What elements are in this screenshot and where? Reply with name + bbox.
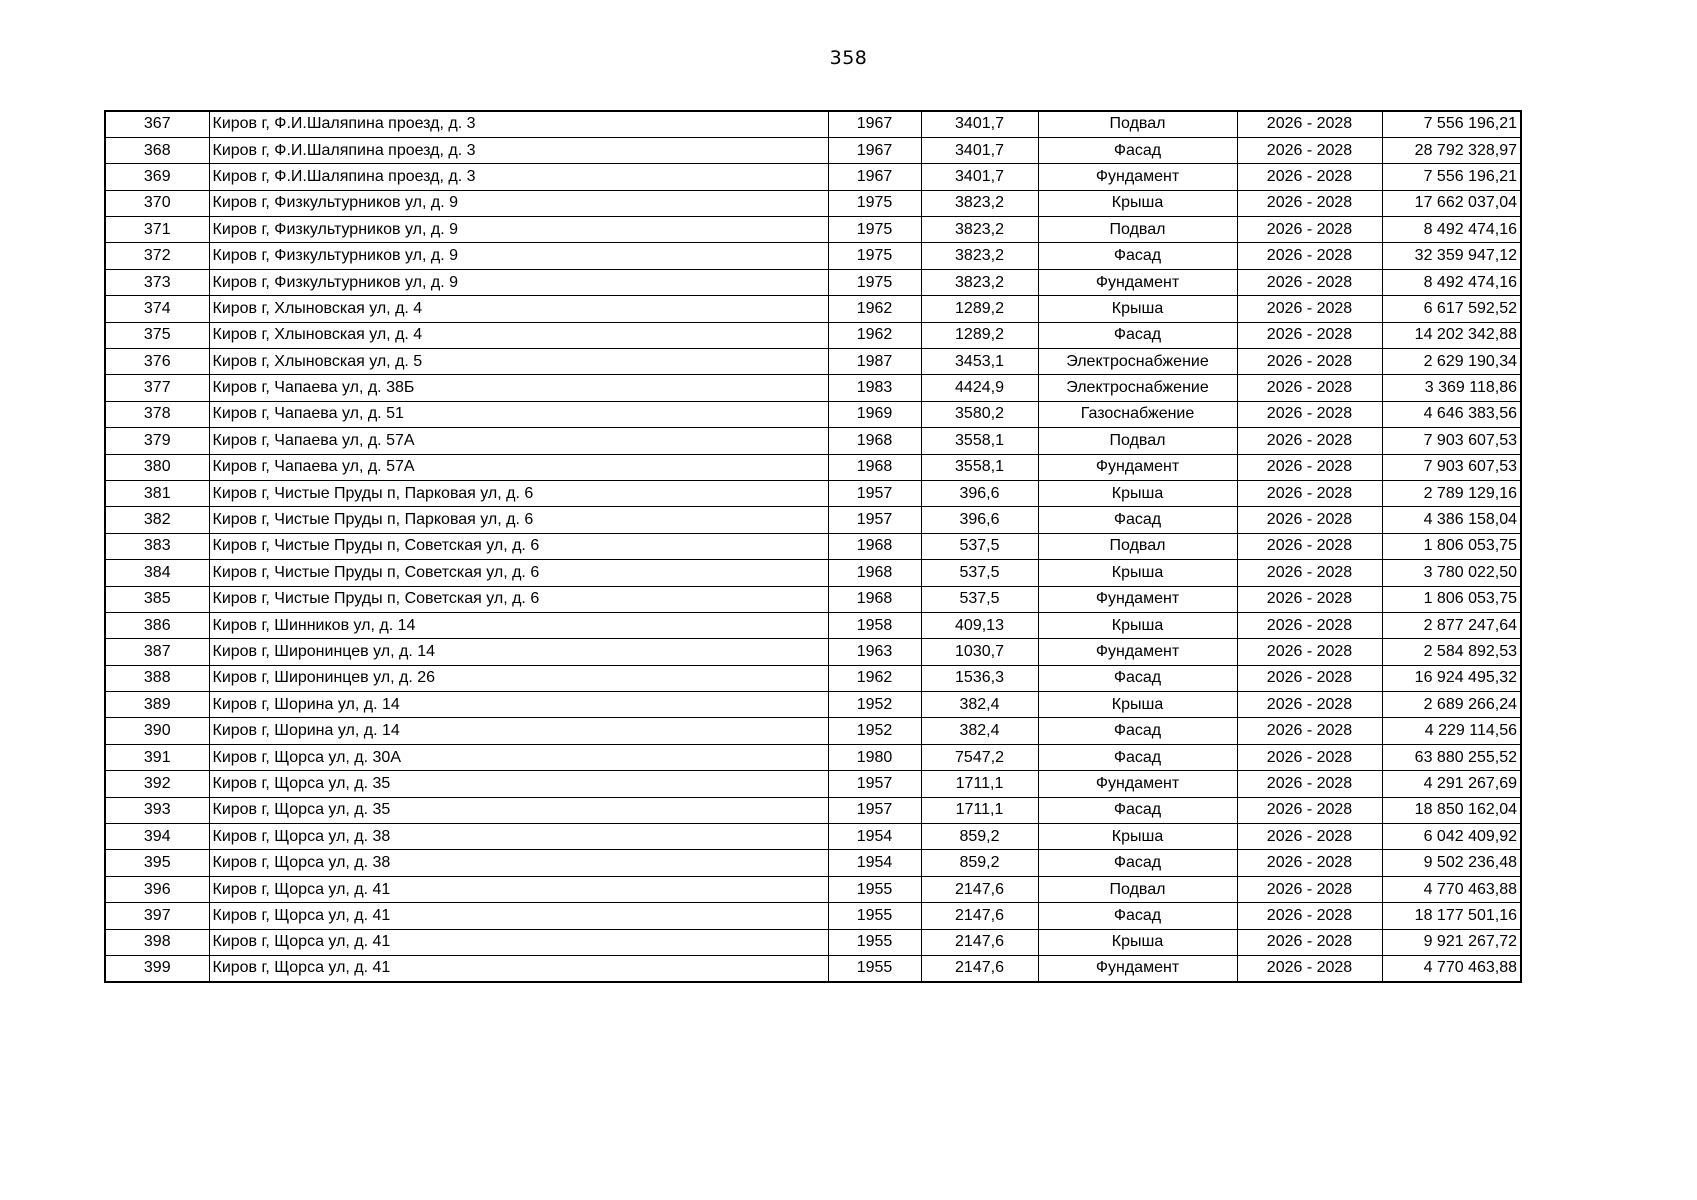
area-cell: 3558,1 — [921, 454, 1038, 480]
address-cell: Киров г, Чапаева ул, д. 38Б — [209, 375, 828, 401]
row-number-cell: 396 — [105, 876, 209, 902]
table-row — [105, 929, 1521, 955]
work-type-cell: Электроснабжение — [1038, 375, 1237, 401]
area-cell: 3823,2 — [921, 217, 1038, 243]
cost-cell: 8 492 474,16 — [1382, 269, 1521, 295]
address-cell: Киров г, Чапаева ул, д. 51 — [209, 401, 828, 427]
area-cell: 1289,2 — [921, 296, 1038, 322]
table-row — [105, 480, 1521, 506]
period-cell: 2026 - 2028 — [1237, 744, 1382, 770]
cost-cell: 3 780 022,50 — [1382, 560, 1521, 586]
work-type-cell: Крыша — [1038, 692, 1237, 718]
build-year-cell: 1975 — [828, 190, 921, 216]
row-number-cell: 394 — [105, 824, 209, 850]
address-cell: Киров г, Щорса ул, д. 41 — [209, 956, 828, 982]
period-cell: 2026 - 2028 — [1237, 190, 1382, 216]
row-number-cell: 381 — [105, 480, 209, 506]
work-type-cell: Фасад — [1038, 322, 1237, 348]
period-cell: 2026 - 2028 — [1237, 929, 1382, 955]
table-row — [105, 824, 1521, 850]
period-cell: 2026 - 2028 — [1237, 111, 1382, 137]
area-cell: 3401,7 — [921, 137, 1038, 163]
work-type-cell: Крыша — [1038, 190, 1237, 216]
cost-cell: 7 556 196,21 — [1382, 111, 1521, 137]
work-type-cell: Фундамент — [1038, 771, 1237, 797]
build-year-cell: 1962 — [828, 665, 921, 691]
row-number-cell: 379 — [105, 428, 209, 454]
row-number-cell: 375 — [105, 322, 209, 348]
work-type-cell: Фундамент — [1038, 269, 1237, 295]
address-cell: Киров г, Щорса ул, д. 38 — [209, 824, 828, 850]
row-number-cell: 376 — [105, 349, 209, 375]
cost-cell: 2 789 129,16 — [1382, 480, 1521, 506]
row-number-cell: 378 — [105, 401, 209, 427]
address-cell: Киров г, Физкультурников ул, д. 9 — [209, 217, 828, 243]
cost-cell: 6 042 409,92 — [1382, 824, 1521, 850]
row-number-cell: 371 — [105, 217, 209, 243]
build-year-cell: 1967 — [828, 164, 921, 190]
period-cell: 2026 - 2028 — [1237, 533, 1382, 559]
area-cell: 537,5 — [921, 586, 1038, 612]
area-cell: 7547,2 — [921, 744, 1038, 770]
build-year-cell: 1952 — [828, 718, 921, 744]
area-cell: 537,5 — [921, 560, 1038, 586]
area-cell: 4424,9 — [921, 375, 1038, 401]
area-cell: 1711,1 — [921, 771, 1038, 797]
address-cell: Киров г, Широнинцев ул, д. 14 — [209, 639, 828, 665]
build-year-cell: 1955 — [828, 956, 921, 982]
build-year-cell: 1962 — [828, 322, 921, 348]
address-cell: Киров г, Чистые Пруды п, Советская ул, д. 6 — [209, 560, 828, 586]
work-type-cell: Фасад — [1038, 850, 1237, 876]
address-cell: Киров г, Чистые Пруды п, Парковая ул, д. 6 — [209, 507, 828, 533]
table-row — [105, 692, 1521, 718]
build-year-cell: 1957 — [828, 771, 921, 797]
period-cell: 2026 - 2028 — [1237, 850, 1382, 876]
address-cell: Киров г, Чистые Пруды п, Парковая ул, д. 6 — [209, 480, 828, 506]
cost-cell: 2 689 266,24 — [1382, 692, 1521, 718]
table-row — [105, 797, 1521, 823]
area-cell: 3401,7 — [921, 111, 1038, 137]
page-number: 358 — [829, 47, 868, 69]
area-cell: 382,4 — [921, 692, 1038, 718]
period-cell: 2026 - 2028 — [1237, 296, 1382, 322]
period-cell: 2026 - 2028 — [1237, 428, 1382, 454]
work-type-cell: Подвал — [1038, 428, 1237, 454]
cost-cell: 4 646 383,56 — [1382, 401, 1521, 427]
period-cell: 2026 - 2028 — [1237, 586, 1382, 612]
cost-cell: 2 629 190,34 — [1382, 349, 1521, 375]
work-type-cell: Фасад — [1038, 903, 1237, 929]
address-cell: Киров г, Чапаева ул, д. 57А — [209, 428, 828, 454]
cost-cell: 32 359 947,12 — [1382, 243, 1521, 269]
address-cell: Киров г, Чистые Пруды п, Советская ул, д. 6 — [209, 533, 828, 559]
area-cell: 2147,6 — [921, 929, 1038, 955]
period-cell: 2026 - 2028 — [1237, 217, 1382, 243]
cost-cell: 1 806 053,75 — [1382, 533, 1521, 559]
build-year-cell: 1987 — [828, 349, 921, 375]
table-body — [105, 111, 1521, 982]
cost-cell: 7 903 607,53 — [1382, 428, 1521, 454]
cost-cell: 9 502 236,48 — [1382, 850, 1521, 876]
period-cell: 2026 - 2028 — [1237, 454, 1382, 480]
row-number-cell: 382 — [105, 507, 209, 533]
work-type-cell: Крыша — [1038, 296, 1237, 322]
area-cell: 537,5 — [921, 533, 1038, 559]
area-cell: 1536,3 — [921, 665, 1038, 691]
row-number-cell: 399 — [105, 956, 209, 982]
build-year-cell: 1955 — [828, 876, 921, 902]
table-row — [105, 428, 1521, 454]
build-year-cell: 1968 — [828, 533, 921, 559]
cost-cell: 14 202 342,88 — [1382, 322, 1521, 348]
build-year-cell: 1955 — [828, 929, 921, 955]
address-cell: Киров г, Шорина ул, д. 14 — [209, 692, 828, 718]
period-cell: 2026 - 2028 — [1237, 137, 1382, 163]
build-year-cell: 1952 — [828, 692, 921, 718]
table-row — [105, 296, 1521, 322]
work-type-cell: Фасад — [1038, 744, 1237, 770]
address-cell: Киров г, Чапаева ул, д. 57А — [209, 454, 828, 480]
row-number-cell: 374 — [105, 296, 209, 322]
work-type-cell: Подвал — [1038, 217, 1237, 243]
build-year-cell: 1958 — [828, 612, 921, 638]
cost-cell: 4 770 463,88 — [1382, 876, 1521, 902]
address-cell: Киров г, Шорина ул, д. 14 — [209, 718, 828, 744]
table-row — [105, 507, 1521, 533]
table-row — [105, 639, 1521, 665]
work-type-cell: Фасад — [1038, 243, 1237, 269]
area-cell: 396,6 — [921, 480, 1038, 506]
period-cell: 2026 - 2028 — [1237, 771, 1382, 797]
cost-cell: 1 806 053,75 — [1382, 586, 1521, 612]
address-cell: Киров г, Щорса ул, д. 41 — [209, 876, 828, 902]
build-year-cell: 1968 — [828, 454, 921, 480]
row-number-cell: 388 — [105, 665, 209, 691]
work-type-cell: Фундамент — [1038, 454, 1237, 480]
build-year-cell: 1975 — [828, 217, 921, 243]
area-cell: 1711,1 — [921, 797, 1038, 823]
table-row — [105, 349, 1521, 375]
table-row — [105, 956, 1521, 982]
area-cell: 1030,7 — [921, 639, 1038, 665]
build-year-cell: 1983 — [828, 375, 921, 401]
area-cell: 3580,2 — [921, 401, 1038, 427]
address-cell: Киров г, Хлыновская ул, д. 5 — [209, 349, 828, 375]
table-row — [105, 533, 1521, 559]
build-year-cell: 1954 — [828, 824, 921, 850]
address-cell: Киров г, Шинников ул, д. 14 — [209, 612, 828, 638]
work-type-cell: Фундамент — [1038, 586, 1237, 612]
address-cell: Киров г, Щорса ул, д. 38 — [209, 850, 828, 876]
row-number-cell: 397 — [105, 903, 209, 929]
work-type-cell: Крыша — [1038, 612, 1237, 638]
row-number-cell: 392 — [105, 771, 209, 797]
build-year-cell: 1968 — [828, 428, 921, 454]
table-row — [105, 454, 1521, 480]
cost-cell: 18 177 501,16 — [1382, 903, 1521, 929]
cost-cell: 18 850 162,04 — [1382, 797, 1521, 823]
build-year-cell: 1957 — [828, 507, 921, 533]
row-number-cell: 383 — [105, 533, 209, 559]
build-year-cell: 1963 — [828, 639, 921, 665]
area-cell: 3823,2 — [921, 269, 1038, 295]
table-row — [105, 586, 1521, 612]
row-number-cell: 387 — [105, 639, 209, 665]
build-year-cell: 1968 — [828, 560, 921, 586]
table-row — [105, 111, 1521, 137]
address-cell: Киров г, Физкультурников ул, д. 9 — [209, 269, 828, 295]
period-cell: 2026 - 2028 — [1237, 718, 1382, 744]
row-number-cell: 395 — [105, 850, 209, 876]
address-cell: Киров г, Физкультурников ул, д. 9 — [209, 190, 828, 216]
cost-cell: 8 492 474,16 — [1382, 217, 1521, 243]
table-row — [105, 322, 1521, 348]
table-row — [105, 560, 1521, 586]
address-cell: Киров г, Ф.И.Шаляпина проезд, д. 3 — [209, 164, 828, 190]
row-number-cell: 390 — [105, 718, 209, 744]
address-cell: Киров г, Ф.И.Шаляпина проезд, д. 3 — [209, 137, 828, 163]
row-number-cell: 393 — [105, 797, 209, 823]
build-year-cell: 1980 — [828, 744, 921, 770]
row-number-cell: 384 — [105, 560, 209, 586]
work-type-cell: Крыша — [1038, 560, 1237, 586]
build-year-cell: 1962 — [828, 296, 921, 322]
row-number-cell: 373 — [105, 269, 209, 295]
table-row — [105, 718, 1521, 744]
build-year-cell: 1967 — [828, 137, 921, 163]
build-year-cell: 1969 — [828, 401, 921, 427]
build-year-cell: 1955 — [828, 903, 921, 929]
table-row — [105, 243, 1521, 269]
work-type-cell: Фундамент — [1038, 639, 1237, 665]
area-cell: 396,6 — [921, 507, 1038, 533]
build-year-cell: 1968 — [828, 586, 921, 612]
cost-cell: 4 291 267,69 — [1382, 771, 1521, 797]
period-cell: 2026 - 2028 — [1237, 797, 1382, 823]
work-type-cell: Фасад — [1038, 718, 1237, 744]
row-number-cell: 380 — [105, 454, 209, 480]
row-number-cell: 377 — [105, 375, 209, 401]
address-cell: Киров г, Хлыновская ул, д. 4 — [209, 322, 828, 348]
table-row — [105, 217, 1521, 243]
build-year-cell: 1975 — [828, 243, 921, 269]
address-cell: Киров г, Щорса ул, д. 35 — [209, 797, 828, 823]
work-type-cell: Газоснабжение — [1038, 401, 1237, 427]
area-cell: 382,4 — [921, 718, 1038, 744]
cost-cell: 7 903 607,53 — [1382, 454, 1521, 480]
row-number-cell: 367 — [105, 111, 209, 137]
area-cell: 3558,1 — [921, 428, 1038, 454]
table-row — [105, 164, 1521, 190]
cost-cell: 9 921 267,72 — [1382, 929, 1521, 955]
period-cell: 2026 - 2028 — [1237, 560, 1382, 586]
area-cell: 3453,1 — [921, 349, 1038, 375]
period-cell: 2026 - 2028 — [1237, 269, 1382, 295]
address-cell: Киров г, Щорса ул, д. 35 — [209, 771, 828, 797]
period-cell: 2026 - 2028 — [1237, 665, 1382, 691]
period-cell: 2026 - 2028 — [1237, 639, 1382, 665]
cost-cell: 16 924 495,32 — [1382, 665, 1521, 691]
period-cell: 2026 - 2028 — [1237, 956, 1382, 982]
address-cell: Киров г, Щорса ул, д. 41 — [209, 903, 828, 929]
address-cell: Киров г, Чистые Пруды п, Советская ул, д. 6 — [209, 586, 828, 612]
cost-cell: 3 369 118,86 — [1382, 375, 1521, 401]
period-cell: 2026 - 2028 — [1237, 375, 1382, 401]
work-type-cell: Фасад — [1038, 137, 1237, 163]
period-cell: 2026 - 2028 — [1237, 903, 1382, 929]
cost-cell: 4 386 158,04 — [1382, 507, 1521, 533]
work-type-cell: Подвал — [1038, 111, 1237, 137]
cost-cell: 63 880 255,52 — [1382, 744, 1521, 770]
table-row — [105, 401, 1521, 427]
address-cell: Киров г, Широнинцев ул, д. 26 — [209, 665, 828, 691]
table-row — [105, 744, 1521, 770]
table-row — [105, 771, 1521, 797]
work-type-cell: Фундамент — [1038, 164, 1237, 190]
repair-schedule-table — [104, 110, 1522, 983]
period-cell: 2026 - 2028 — [1237, 692, 1382, 718]
period-cell: 2026 - 2028 — [1237, 243, 1382, 269]
table-row — [105, 876, 1521, 902]
row-number-cell: 385 — [105, 586, 209, 612]
cost-cell: 28 792 328,97 — [1382, 137, 1521, 163]
address-cell: Киров г, Щорса ул, д. 30А — [209, 744, 828, 770]
work-type-cell: Фасад — [1038, 665, 1237, 691]
area-cell: 2147,6 — [921, 956, 1038, 982]
area-cell: 3823,2 — [921, 243, 1038, 269]
build-year-cell: 1967 — [828, 111, 921, 137]
build-year-cell: 1957 — [828, 480, 921, 506]
period-cell: 2026 - 2028 — [1237, 824, 1382, 850]
cost-cell: 4 229 114,56 — [1382, 718, 1521, 744]
row-number-cell: 391 — [105, 744, 209, 770]
address-cell: Киров г, Ф.И.Шаляпина проезд, д. 3 — [209, 111, 828, 137]
build-year-cell: 1957 — [828, 797, 921, 823]
period-cell: 2026 - 2028 — [1237, 164, 1382, 190]
period-cell: 2026 - 2028 — [1237, 322, 1382, 348]
work-type-cell: Крыша — [1038, 480, 1237, 506]
period-cell: 2026 - 2028 — [1237, 876, 1382, 902]
area-cell: 2147,6 — [921, 903, 1038, 929]
table-row — [105, 850, 1521, 876]
table-row — [105, 665, 1521, 691]
area-cell: 2147,6 — [921, 876, 1038, 902]
area-cell: 409,13 — [921, 612, 1038, 638]
table-row — [105, 190, 1521, 216]
period-cell: 2026 - 2028 — [1237, 401, 1382, 427]
cost-cell: 2 877 247,64 — [1382, 612, 1521, 638]
table-row — [105, 612, 1521, 638]
cost-cell: 17 662 037,04 — [1382, 190, 1521, 216]
table-row — [105, 903, 1521, 929]
period-cell: 2026 - 2028 — [1237, 612, 1382, 638]
area-cell: 859,2 — [921, 824, 1038, 850]
address-cell: Киров г, Хлыновская ул, д. 4 — [209, 296, 828, 322]
area-cell: 3823,2 — [921, 190, 1038, 216]
work-type-cell: Фасад — [1038, 507, 1237, 533]
work-type-cell: Электроснабжение — [1038, 349, 1237, 375]
build-year-cell: 1975 — [828, 269, 921, 295]
row-number-cell: 368 — [105, 137, 209, 163]
row-number-cell: 386 — [105, 612, 209, 638]
cost-cell: 6 617 592,52 — [1382, 296, 1521, 322]
work-type-cell: Крыша — [1038, 929, 1237, 955]
work-type-cell: Подвал — [1038, 876, 1237, 902]
work-type-cell: Подвал — [1038, 533, 1237, 559]
row-number-cell: 389 — [105, 692, 209, 718]
build-year-cell: 1954 — [828, 850, 921, 876]
work-type-cell: Фасад — [1038, 797, 1237, 823]
cost-cell: 2 584 892,53 — [1382, 639, 1521, 665]
cost-cell: 4 770 463,88 — [1382, 956, 1521, 982]
period-cell: 2026 - 2028 — [1237, 480, 1382, 506]
cost-cell: 7 556 196,21 — [1382, 164, 1521, 190]
area-cell: 1289,2 — [921, 322, 1038, 348]
period-cell: 2026 - 2028 — [1237, 507, 1382, 533]
table-row — [105, 375, 1521, 401]
row-number-cell: 372 — [105, 243, 209, 269]
row-number-cell: 370 — [105, 190, 209, 216]
table-row — [105, 137, 1521, 163]
work-type-cell: Фундамент — [1038, 956, 1237, 982]
period-cell: 2026 - 2028 — [1237, 349, 1382, 375]
address-cell: Киров г, Щорса ул, д. 41 — [209, 929, 828, 955]
area-cell: 3401,7 — [921, 164, 1038, 190]
work-type-cell: Крыша — [1038, 824, 1237, 850]
row-number-cell: 369 — [105, 164, 209, 190]
row-number-cell: 398 — [105, 929, 209, 955]
address-cell: Киров г, Физкультурников ул, д. 9 — [209, 243, 828, 269]
table-row — [105, 269, 1521, 295]
area-cell: 859,2 — [921, 850, 1038, 876]
